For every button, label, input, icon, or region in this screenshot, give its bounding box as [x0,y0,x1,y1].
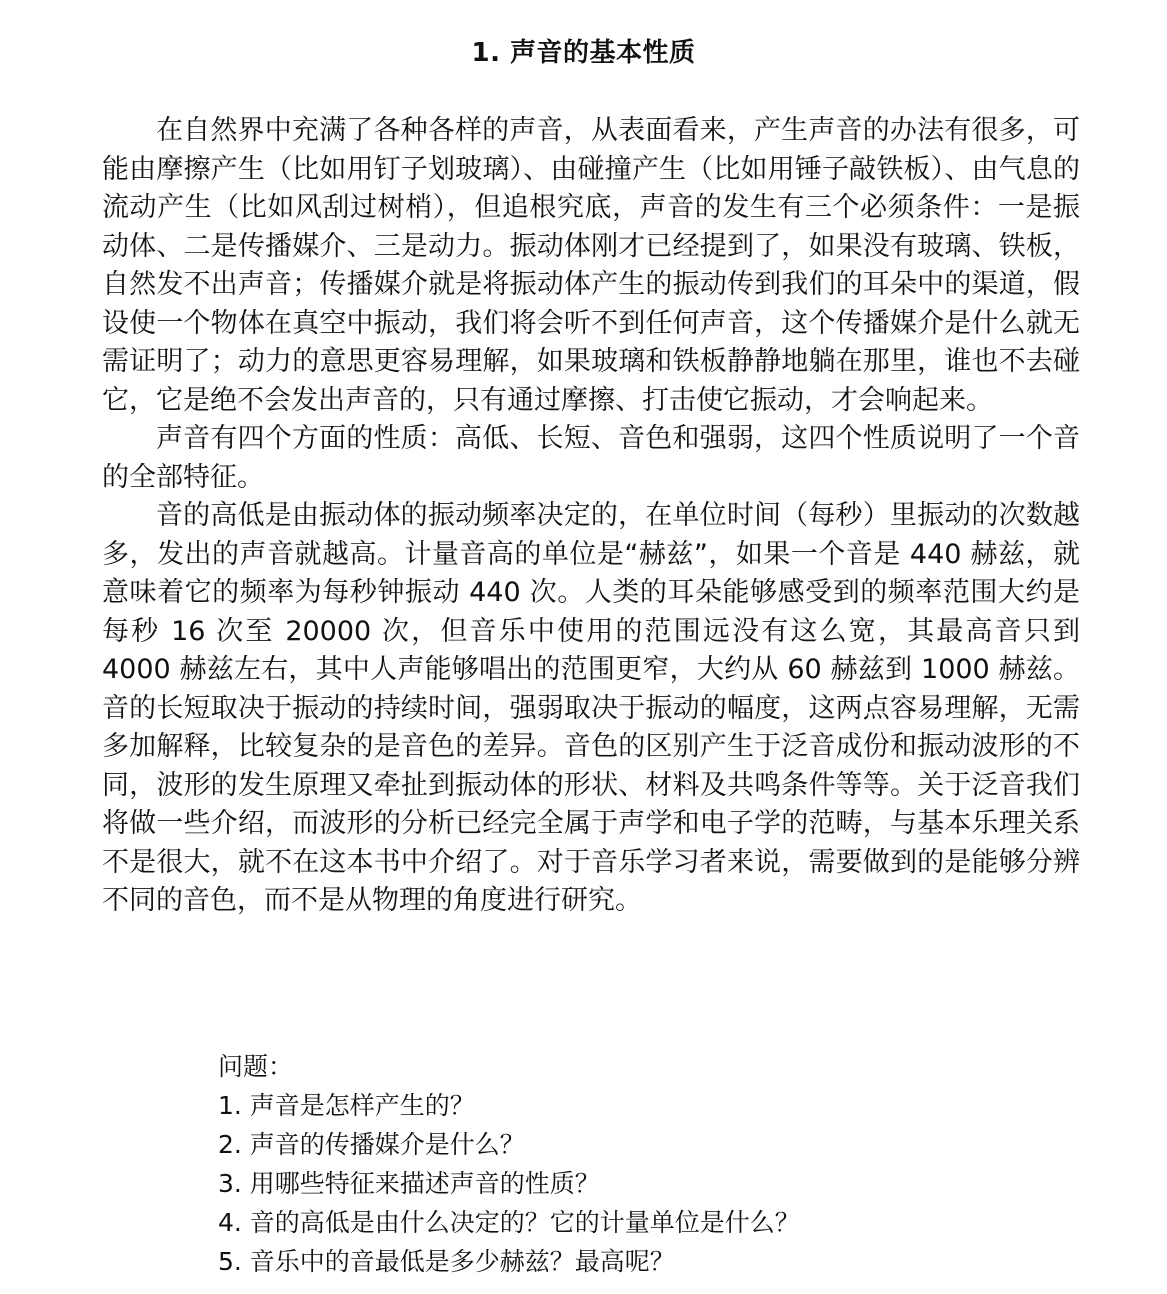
section-body [102,112,1080,921]
questions-heading: 问题： [218,1052,294,1081]
section-title: 1. 声音的基本性质 [471,38,696,68]
questions-list [218,1086,1078,1281]
paragraph-sound-production: 在自然界中充满了各种各样的声音，从表面看来，产生声音的办法有很多，可能由摩擦产生（比如用钉子划玻璃）、由碰撞产生（比如用锤子敲铁板）、由气息的流动产生（比如风刮过树梢），但追根究底，声音的发生有三个必须条件：一是振动体、二是传播媒介、三是动力。振动体刚才已经提到了，如果没有玻璃、铁板，自然发不出声音；传播媒介就是将振动体产生的振动传到我们的耳朵中的渠道，假设使一个物体在真空中振动，我们将会听不到任何声音，这个传播媒介是什么就无需证明了；动力的意思更容易理解，如果玻璃和铁板静静地躺在那里，谁也不去碰它，它是绝不会发出声音的，只有通过摩擦、打击使它振动，才会响起来。 [102,115,1080,416]
question-item-1: 1. 声音是怎样产生的？ [218,1091,475,1120]
question-item-2: 2. 声音的传播媒介是什么？ [218,1130,525,1159]
question-item-3: 3. 用哪些特征来描述声音的性质？ [218,1169,600,1198]
questions-block [218,1047,1078,1281]
paragraph-pitch-and-timbre: 音的高低是由振动体的振动频率决定的，在单位时间（每秒）里振动的次数越多，发出的声音就越高。计量音高的单位是“赫兹”，如果一个音是 440 赫兹，就意味着它的频率为每秒钟振动 440 次。人类的耳朵能够感受到的频率范围大约是每秒 16 次至 20000 次，但音乐中使用的范围远没有这么宽，其最高音只到 4000 赫兹左右，其中人声能够唱出的范围更窄，大约从 60 赫兹到 1000 赫兹。音的长短取决于振动的持续时间，强弱取决于振动的幅度，这两点容易理解，无需多加解释，比较复杂的是音色的差异。音色的区别产生于泛音成份和振动波形的不同，波形的发生原理又牵扯到振动体的形状、材料及共鸣条件等等。关于泛音我们将做一些介绍，而波形的分析已经完全属于声学和电子学的范畴，与基本乐理关系不是很大，就不在这本书中介绍了。对于音乐学习者来说，需要做到的是能够分辨不同的音色，而不是从物理的角度进行研究。 [102,500,1080,916]
paragraph-sound-properties: 声音有四个方面的性质：高低、长短、音色和强弱，这四个性质说明了一个音的全部特征。 [102,423,1080,493]
question-item-5: 5. 音乐中的音最低是多少赫兹？最高呢？ [218,1247,675,1276]
question-item-4: 4. 音的高低是由什么决定的？它的计量单位是什么？ [218,1208,800,1237]
